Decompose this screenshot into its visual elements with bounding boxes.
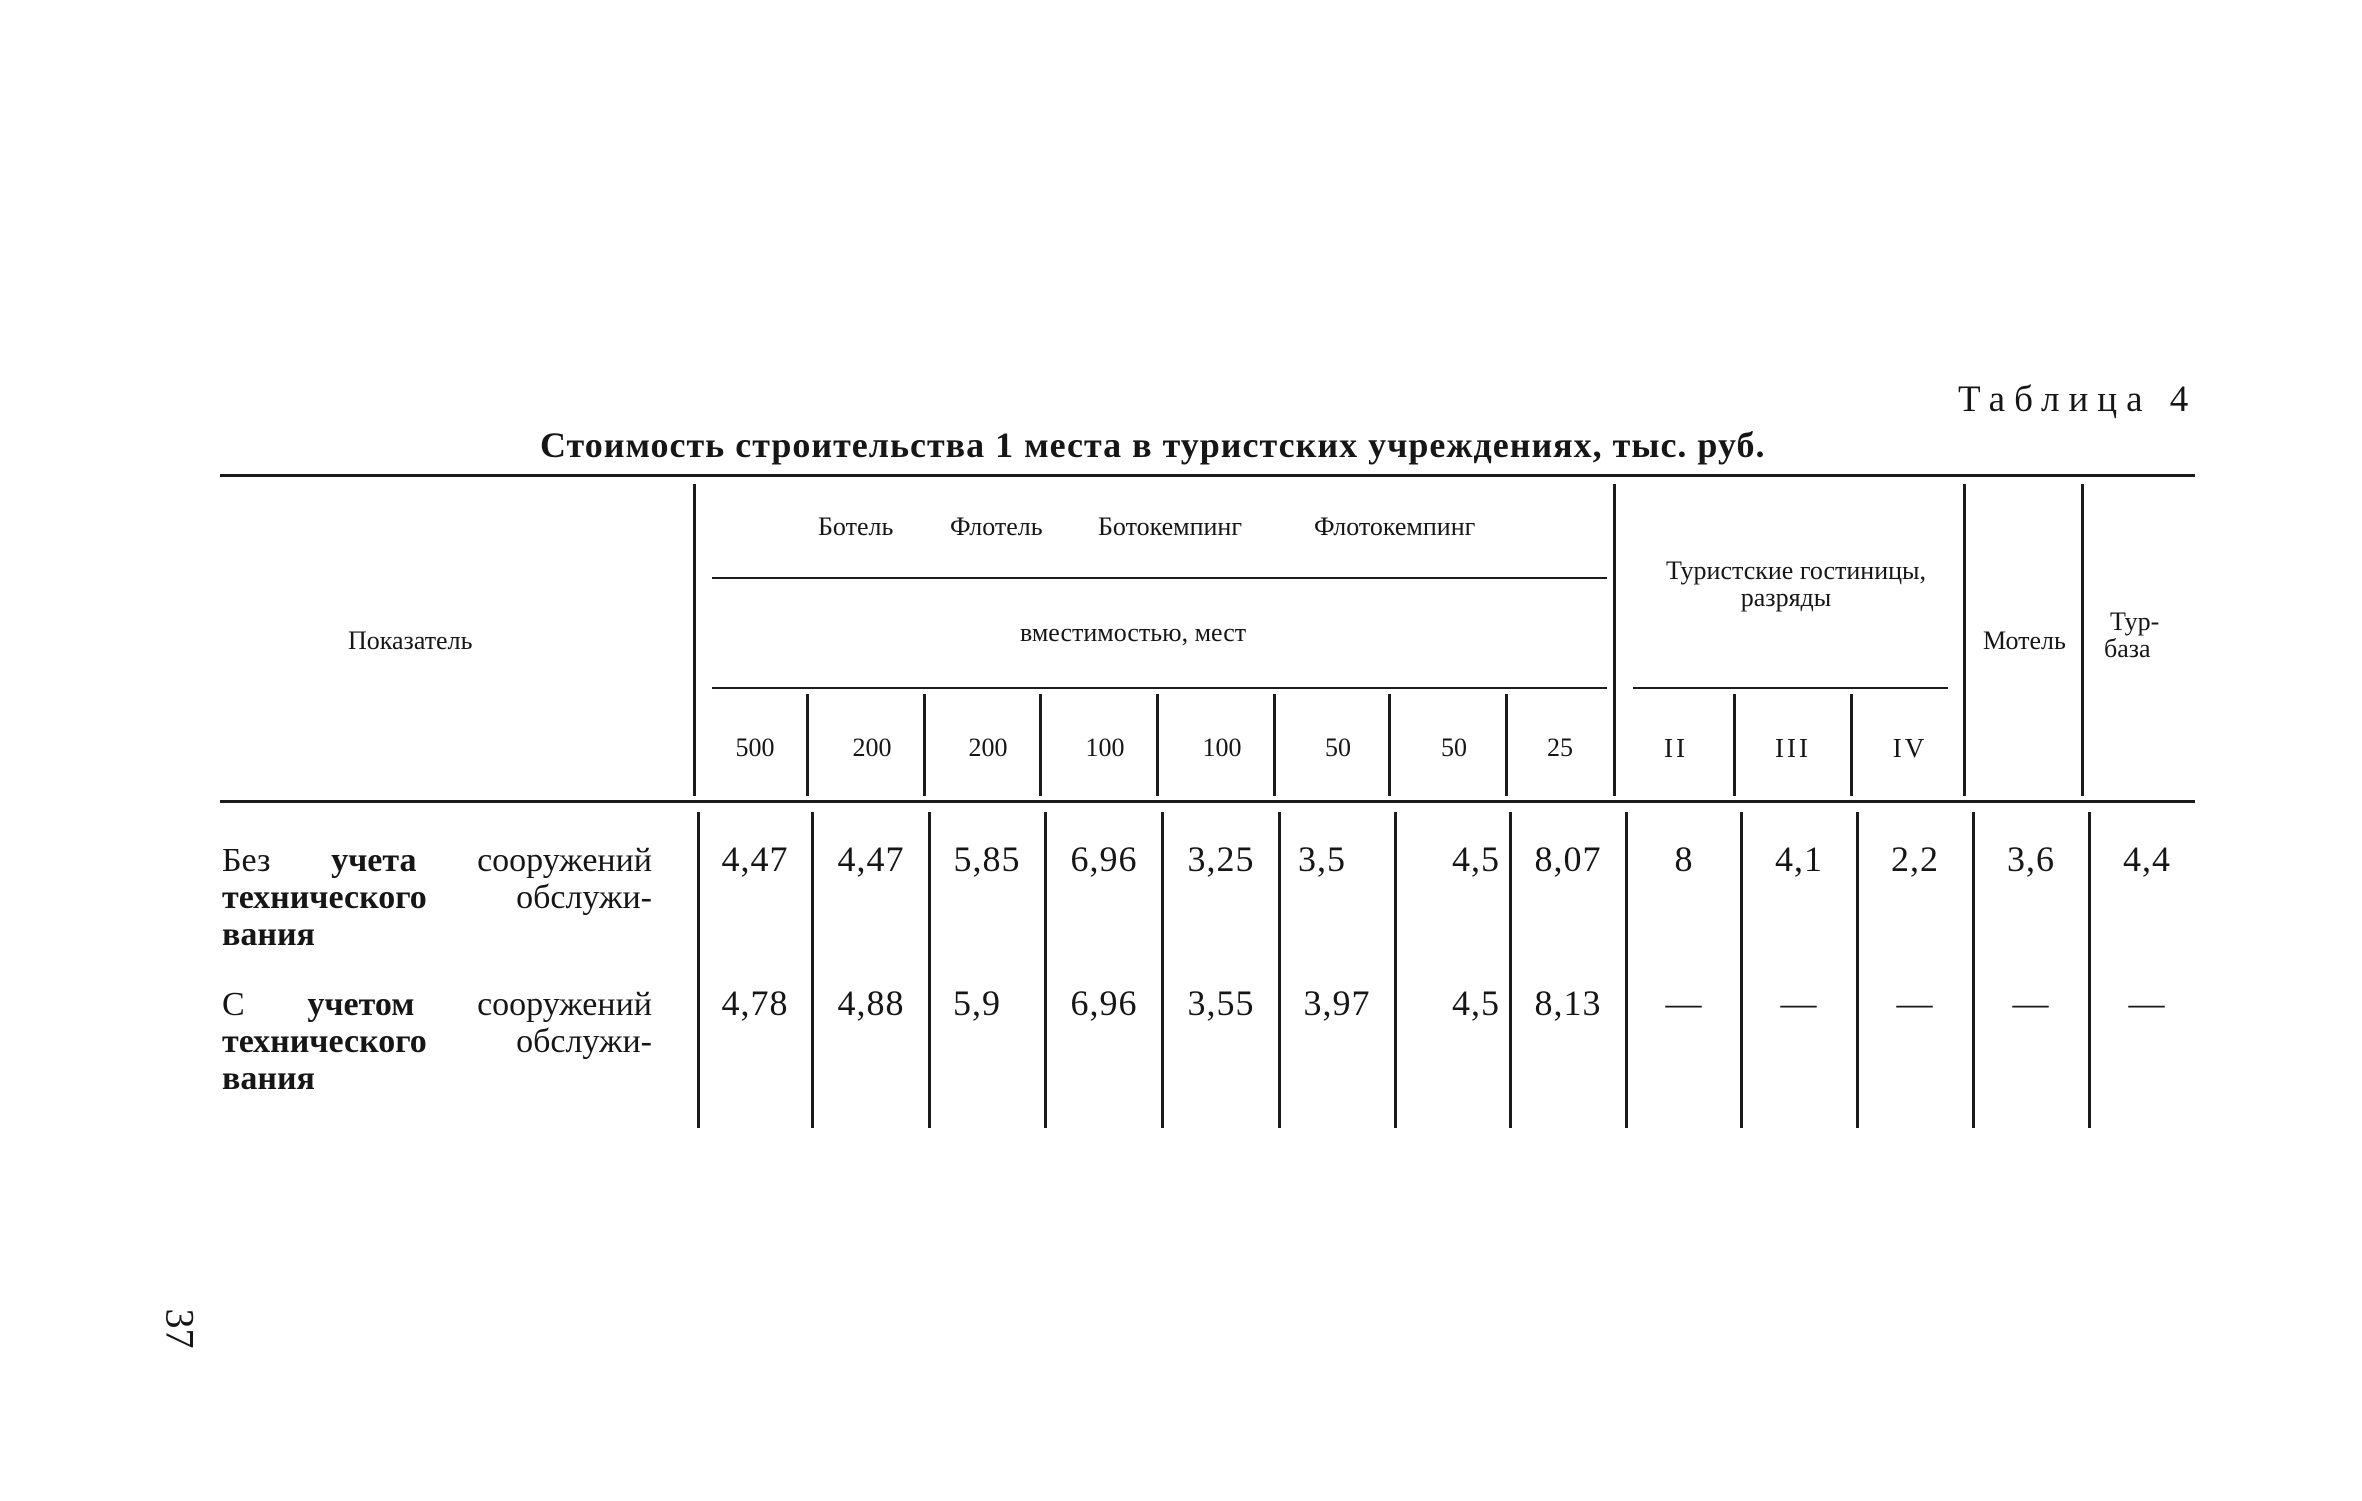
table-title: Стоимость строительства 1 места в туристских учреждениях, тыс. руб. bbox=[540, 425, 1766, 465]
table-cell: 6,96 bbox=[1070, 839, 1138, 879]
vessel-type-botocamping: Ботокемпинг bbox=[1098, 512, 1242, 541]
capacity-value: 200 bbox=[852, 733, 892, 762]
table-cell: 5,85 bbox=[953, 839, 1021, 879]
capacity-value: 50 bbox=[1441, 733, 1467, 762]
table-cell: — bbox=[1896, 983, 1934, 1023]
table-cell: 4,47 bbox=[837, 839, 905, 879]
body-divider bbox=[1972, 812, 1975, 1128]
table-cell: 8,13 bbox=[1534, 983, 1602, 1023]
row-label-word: сооружений bbox=[477, 842, 652, 879]
body-divider bbox=[1509, 812, 1512, 1128]
body-divider bbox=[1740, 812, 1743, 1128]
motel-header: Мотель bbox=[1983, 626, 2066, 655]
table-cell: 4,5 bbox=[1452, 983, 1500, 1023]
row-label-word: сооружений bbox=[477, 986, 652, 1023]
header-divider bbox=[1733, 694, 1736, 796]
body-divider bbox=[1856, 812, 1859, 1128]
vessel-type-botel: Ботель bbox=[818, 512, 894, 541]
table-cell: 4,88 bbox=[837, 983, 905, 1023]
hotels-header-line1: Туристские гостиницы, bbox=[1665, 556, 1927, 585]
capacity-label: вместимостью, мест bbox=[1020, 618, 1247, 647]
row-label-word: технического bbox=[222, 879, 427, 916]
vessel-type-flotel: Флотель bbox=[950, 512, 1043, 541]
body-divider bbox=[1394, 812, 1397, 1128]
table-cell: 3,97 bbox=[1303, 983, 1371, 1023]
table-cell: 6,96 bbox=[1070, 983, 1138, 1023]
capacity-value: 100 bbox=[1085, 733, 1125, 762]
row-label bbox=[222, 986, 652, 1097]
row-label-word: вания bbox=[222, 916, 315, 953]
hotel-grade: II bbox=[1664, 733, 1688, 763]
page-number: 37 bbox=[157, 1308, 203, 1349]
indicator-header: Показатель bbox=[348, 626, 473, 655]
header-rule-hotels bbox=[1633, 687, 1948, 689]
capacity-value: 500 bbox=[735, 733, 775, 762]
header-rule-vessels bbox=[712, 577, 1607, 579]
table-cell: 4,4 bbox=[2123, 839, 2171, 879]
vessel-type-flotocamping: Флотокемпинг bbox=[1314, 512, 1476, 541]
body-divider bbox=[1161, 812, 1164, 1128]
body-divider bbox=[811, 812, 814, 1128]
body-divider bbox=[1044, 812, 1047, 1128]
row-label-word: Без bbox=[222, 842, 271, 879]
row-label-word: обслужи- bbox=[516, 1023, 652, 1060]
table-cell: — bbox=[2128, 983, 2166, 1023]
row-label-word: учета bbox=[331, 842, 417, 879]
table-cell: — bbox=[1665, 983, 1703, 1023]
row-label-word: технического bbox=[222, 1023, 427, 1060]
turbaza-header-line1: Тур- bbox=[2110, 607, 2160, 636]
body-divider bbox=[928, 812, 931, 1128]
hotel-grade: III bbox=[1775, 733, 1811, 763]
table-cell: 3,55 bbox=[1187, 983, 1255, 1023]
capacity-value: 25 bbox=[1547, 733, 1573, 762]
capacity-value: 50 bbox=[1325, 733, 1351, 762]
table-cell: 4,78 bbox=[721, 983, 789, 1023]
table-cell: 3,6 bbox=[2007, 839, 2055, 879]
header-bottom-rule bbox=[220, 800, 2195, 803]
table-cell: 4,5 bbox=[1452, 839, 1500, 879]
capacity-value: 100 bbox=[1202, 733, 1242, 762]
table-cell: — bbox=[1780, 983, 1818, 1023]
header-rule-capacity bbox=[712, 687, 1607, 689]
row-label-word: обслужи- bbox=[516, 879, 652, 916]
row-label bbox=[222, 842, 652, 953]
table-cell: 4,1 bbox=[1775, 839, 1823, 879]
table-cell: — bbox=[2012, 983, 2050, 1023]
table-cell: 8 bbox=[1674, 839, 1694, 879]
row-label-word: учетом bbox=[307, 986, 415, 1023]
table-cell: 4,47 bbox=[721, 839, 789, 879]
body-divider bbox=[1625, 812, 1628, 1128]
table-cell: 8,07 bbox=[1534, 839, 1602, 879]
table-top-rule bbox=[220, 474, 2195, 477]
turbaza-header-line2: база bbox=[2104, 634, 2151, 663]
table-cell: 5,9 bbox=[953, 983, 1001, 1023]
header-divider bbox=[2081, 484, 2084, 796]
table-cell: 3,25 bbox=[1187, 839, 1255, 879]
hotels-header-line2: разряды bbox=[1740, 583, 1832, 612]
capacity-value: 200 bbox=[968, 733, 1008, 762]
table-cell: 2,2 bbox=[1891, 839, 1939, 879]
row-label-word: вания bbox=[222, 1060, 315, 1097]
header-divider bbox=[693, 484, 696, 796]
hotel-grade: IV bbox=[1892, 733, 1928, 763]
header-divider bbox=[1850, 694, 1853, 796]
body-divider bbox=[1278, 812, 1281, 1128]
table-cell: 3,5 bbox=[1298, 839, 1346, 879]
row-label-word: С bbox=[222, 986, 245, 1023]
body-divider bbox=[2088, 812, 2091, 1128]
table-caption: Таблица 4 bbox=[1958, 379, 2198, 420]
